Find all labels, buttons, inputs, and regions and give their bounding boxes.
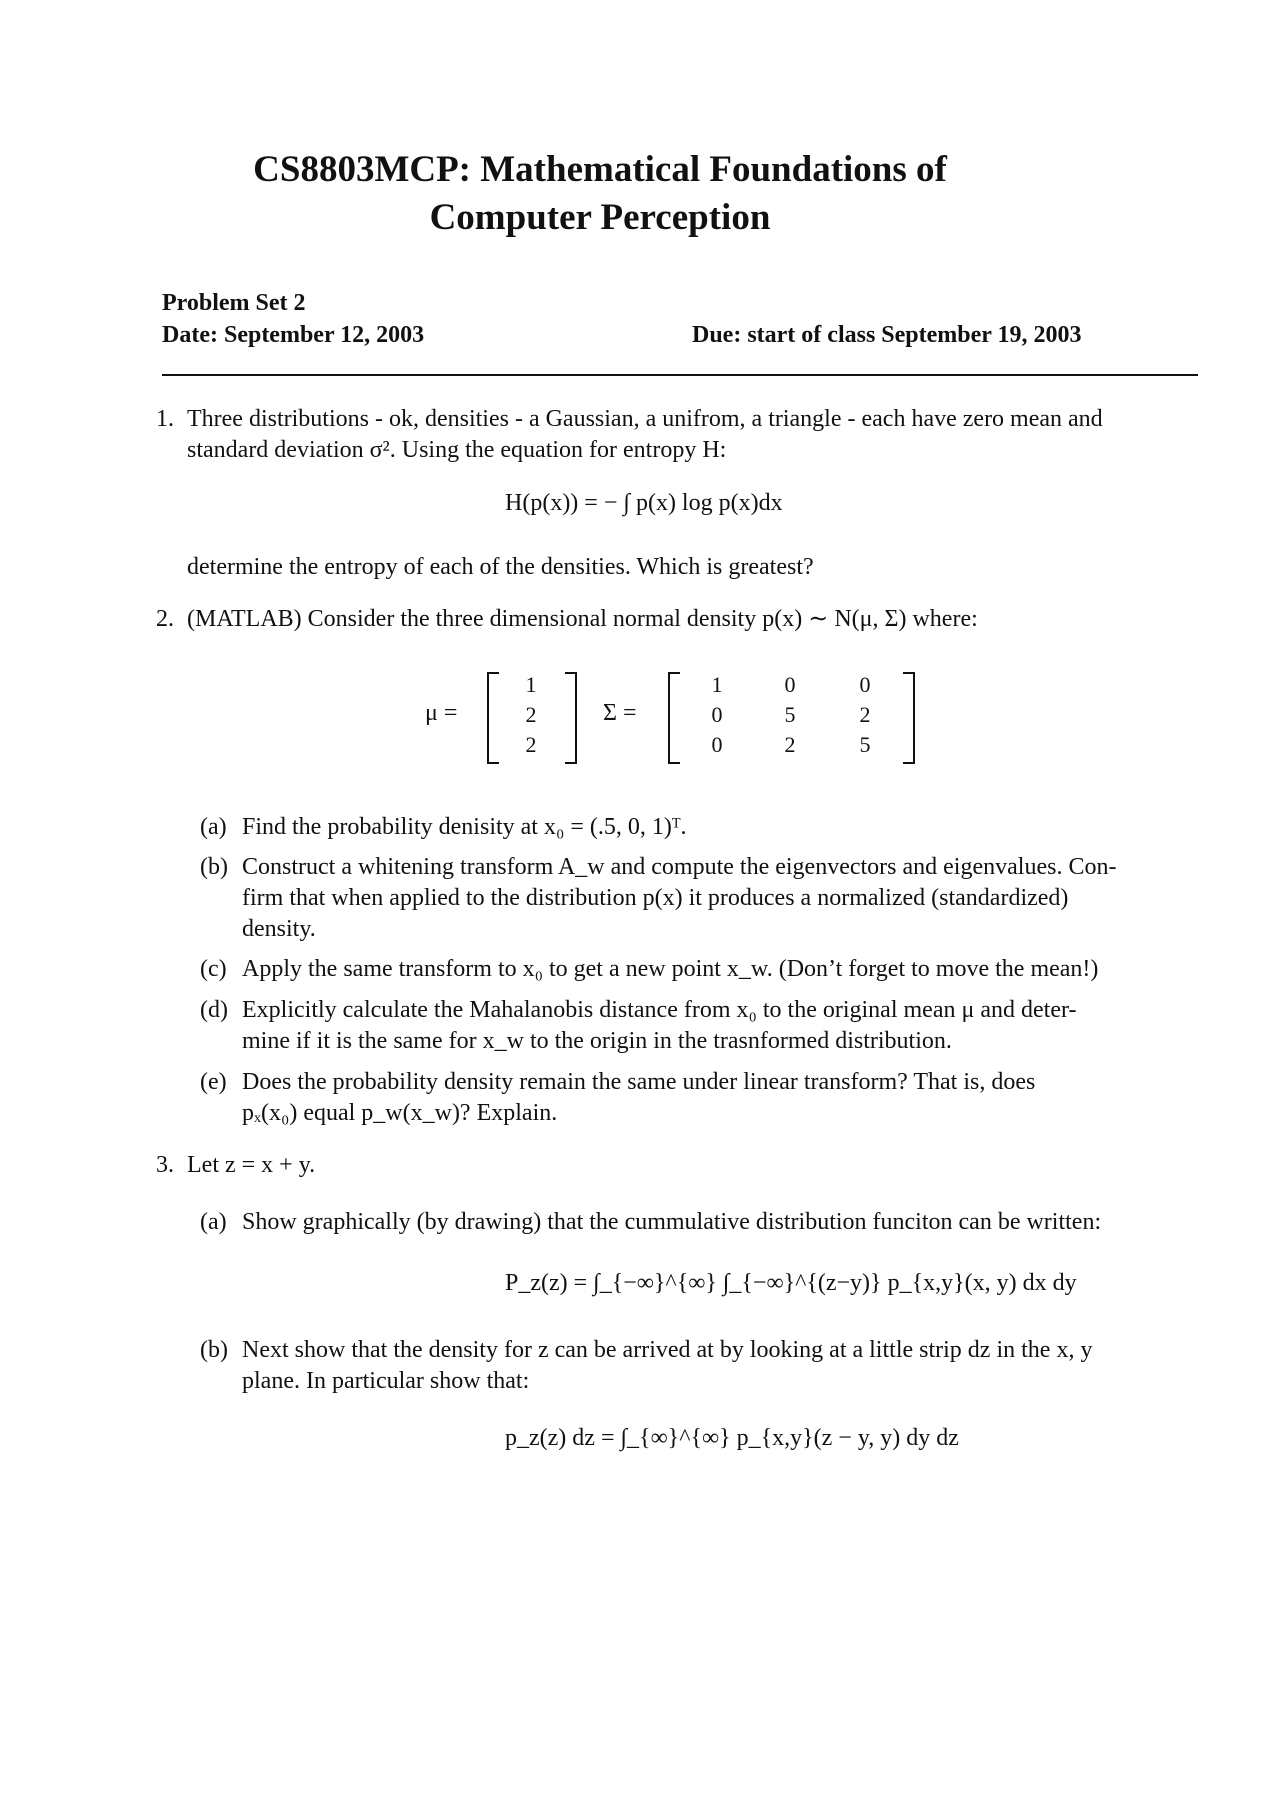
sigma-cell: 5	[784, 702, 796, 727]
sigma-cell: 0	[859, 672, 871, 697]
q2-number: 2.	[156, 606, 174, 632]
q2d-line-2: mine if it is the same for x_w to the origin in the trasnformed distribution.	[242, 1028, 952, 1054]
q2d-label: (d)	[200, 997, 228, 1023]
q2e-line-1: Does the probability density remain the same under linear transform? That is, does	[242, 1069, 1036, 1095]
date-label: Date: September 12, 2003	[162, 322, 425, 348]
mu-cell: 1	[525, 672, 537, 697]
sigma-label: Σ =	[603, 700, 637, 726]
q2e-label: (e)	[200, 1069, 227, 1095]
q3a-label: (a)	[200, 1209, 227, 1235]
problem-set-label: Problem Set 2	[162, 290, 306, 316]
title-line-1: CS8803MCP: Mathematical Foundations of	[253, 149, 947, 190]
q2c-label: (c)	[200, 956, 227, 982]
q2b-line-2: firm that when applied to the distribution p(x) it produces a normalized (standardized)	[242, 885, 1069, 911]
q3b-line-2: plane. In particular show that:	[242, 1368, 530, 1394]
sigma-cell: 1	[711, 672, 723, 697]
q2d-line-1: Explicitly calculate the Mahalanobis distance from x₀ to the original mean μ and deter-	[242, 997, 1077, 1023]
sigma-cell: 2	[784, 732, 796, 757]
sigma-cell: 0	[711, 732, 723, 757]
q2b-label: (b)	[200, 854, 228, 880]
document-title	[0, 146, 1280, 242]
sigma-cell: 0	[711, 702, 723, 727]
title-line-2: Computer Perception	[429, 197, 771, 238]
q1-text-line-2: standard deviation σ². Using the equation for entropy H:	[187, 437, 727, 463]
q2c-text: Apply the same transform to x₀ to get a new point x_w. (Don’t forget to move the mean!)	[242, 956, 1099, 982]
due-label: Due: start of class September 19, 2003	[692, 322, 1082, 348]
sigma-right-bracket	[903, 672, 915, 764]
q2b-line-3: density.	[242, 916, 316, 942]
q2e-line-2: pₓ(x₀) equal p_w(x_w)? Explain.	[242, 1100, 558, 1126]
cdf-equation: P_z(z) = ∫_{−∞}^{∞} ∫_{−∞}^{(z−y)} p_{x,y}(x, y) dx dy	[505, 1270, 1077, 1296]
sigma-cell: 0	[784, 672, 796, 697]
q1-text-line-1: Three distributions - ok, densities - a Gaussian, a unifrom, a triangle - each have zero mean and	[187, 406, 1103, 432]
mu-cell: 2	[525, 702, 537, 727]
sigma-left-bracket	[668, 672, 680, 764]
header-divider	[162, 374, 1198, 376]
mu-label: μ =	[425, 700, 458, 726]
sigma-cell: 2	[859, 702, 871, 727]
q2a-text: Find the probability denisity at x₀ = (.5, 0, 1)ᵀ.	[242, 814, 687, 840]
q3-number: 3.	[156, 1152, 174, 1178]
q1-text-line-3: determine the entropy of each of the densities. Which is greatest?	[187, 554, 814, 580]
mu-right-bracket	[565, 672, 577, 764]
q3b-label: (b)	[200, 1337, 228, 1363]
mu-cell: 2	[525, 732, 537, 757]
mu-left-bracket	[487, 672, 499, 764]
q2b-line-1: Construct a whitening transform A_w and compute the eigenvectors and eigenvalues. Con-	[242, 854, 1117, 880]
q1-number: 1.	[156, 406, 174, 432]
sigma-cell: 5	[859, 732, 871, 757]
q2a-label: (a)	[200, 814, 227, 840]
entropy-equation: H(p(x)) = − ∫ p(x) log p(x)dx	[505, 490, 783, 516]
q3-text: Let z = x + y.	[187, 1152, 316, 1178]
q3b-line-1: Next show that the density for z can be arrived at by looking at a little strip dz in the x, y	[242, 1337, 1093, 1363]
q3a-text: Show graphically (by drawing) that the cummulative distribution funciton can be written:	[242, 1209, 1102, 1235]
q2-text: (MATLAB) Consider the three dimensional normal density p(x) ∼ N(μ, Σ) where:	[187, 606, 978, 632]
density-equation: p_z(z) dz = ∫_{∞}^{∞} p_{x,y}(z − y, y) dy dz	[505, 1425, 959, 1451]
